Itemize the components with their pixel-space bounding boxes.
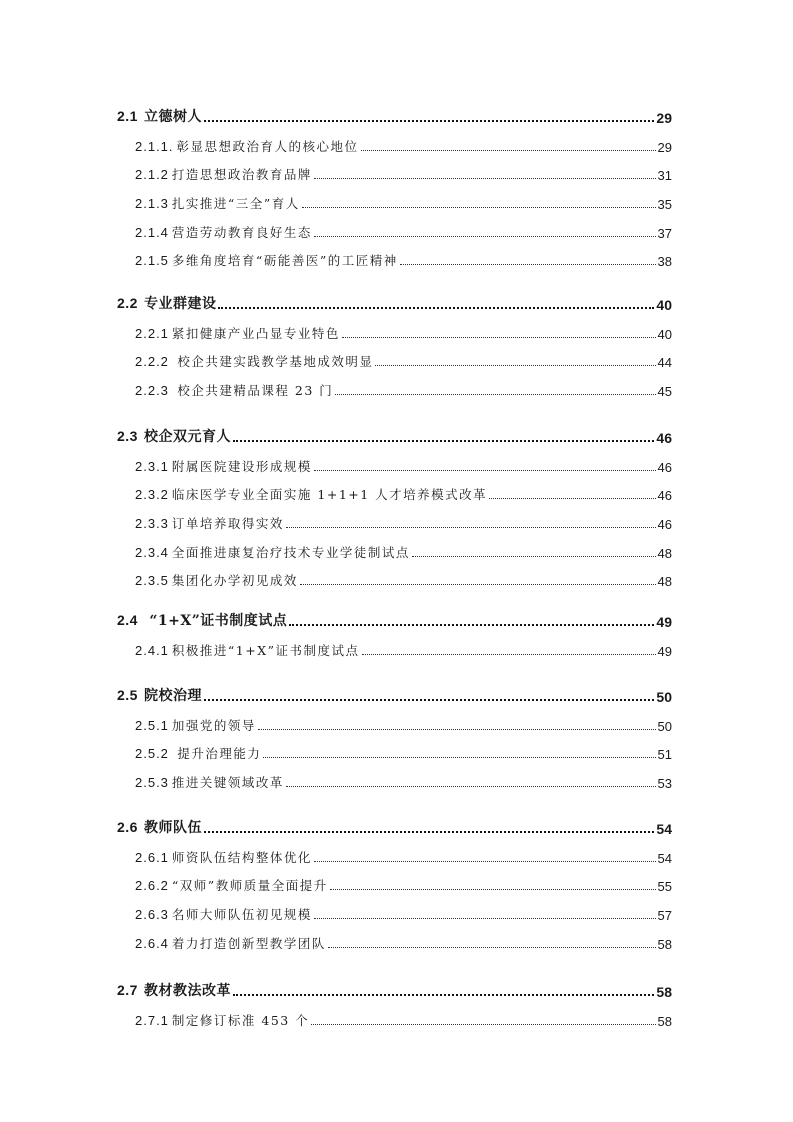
toc-subsection-number: 2.7.1	[135, 1012, 169, 1028]
toc-subsection-title: 集团化办学初见成效	[171, 573, 298, 589]
toc-subsection-label	[135, 848, 312, 866]
toc-section-entry[interactable]	[0, 685, 672, 705]
toc-section-entry[interactable]	[0, 610, 672, 630]
toc-subsection-label	[135, 381, 333, 399]
toc-subsection-page: 48	[657, 574, 672, 590]
toc-subsection-label	[135, 744, 261, 762]
toc-section-label	[117, 610, 287, 630]
toc-section-title: 教材教法改革	[143, 983, 231, 999]
toc-subsection-page: 48	[657, 545, 672, 561]
toc-subsection-title: 彰显思想政治育人的核心地位	[176, 138, 359, 154]
toc-section-number: 2.2	[117, 295, 138, 311]
toc-subsection-entry[interactable]	[0, 163, 672, 183]
dot-leader	[311, 1024, 655, 1025]
toc-section-label	[117, 106, 202, 126]
toc-subsection-label	[135, 165, 312, 183]
toc-subsection-title: 加强党的领导	[171, 717, 256, 733]
toc-section-title: 校企双元育人	[143, 429, 231, 445]
toc-subsection-page: 53	[657, 775, 672, 791]
toc-section-title: 教师队伍	[143, 820, 202, 836]
dot-leader	[314, 236, 656, 237]
toc-subsection-number: 2.2.3	[135, 382, 169, 398]
toc-section-label	[117, 293, 216, 313]
dot-leader	[218, 307, 654, 309]
toc-subsection-label	[135, 137, 359, 155]
dot-leader	[233, 440, 654, 442]
toc-subsection-page: 49	[657, 643, 672, 659]
toc-subsection-page: 54	[657, 850, 672, 866]
toc-subsection-label	[135, 352, 373, 370]
toc-subsection-entry[interactable]	[0, 221, 672, 241]
toc-subsection-title: 紧扣健康产业凸显专业特色	[171, 325, 340, 341]
dot-leader	[362, 654, 656, 655]
toc-section-page: 50	[656, 689, 672, 705]
toc-section-number: 2.1	[117, 108, 138, 124]
dot-leader	[258, 729, 656, 730]
toc-subsection-title: 临床医学专业全面实施 1+1+1 人才培养模式改革	[171, 487, 488, 503]
toc-subsection-entry[interactable]	[0, 512, 672, 532]
toc-subsection-label	[135, 251, 398, 269]
toc-subsection-number: 2.3.1	[135, 458, 169, 474]
toc-subsection-page: 44	[657, 355, 672, 371]
toc-subsection-label	[135, 223, 312, 241]
toc-section-title: 院校治理	[143, 688, 202, 704]
dot-leader	[342, 337, 656, 338]
toc-subsection-number: 2.3.5	[135, 573, 169, 589]
toc-subsection-title: 打造思想政治教育品牌	[171, 167, 312, 183]
toc-subsection-label	[135, 1011, 309, 1029]
toc-section-number: 2.4	[117, 612, 138, 628]
toc-section-entry[interactable]	[0, 293, 672, 313]
toc-section-page: 58	[656, 984, 672, 1000]
toc-section-page: 46	[656, 430, 672, 446]
toc-subsection-entry[interactable]	[0, 249, 672, 269]
dot-leader	[330, 889, 656, 890]
toc-subsection-title: 多维角度培育“砺能善医”的工匠精神	[171, 253, 398, 269]
toc-subsection-number: 2.5.2	[135, 746, 169, 762]
toc-subsection-label	[135, 543, 410, 561]
toc-subsection-page: 40	[657, 326, 672, 342]
toc-section-page: 49	[656, 614, 672, 630]
toc-subsection-entry[interactable]	[0, 350, 672, 370]
toc-subsection-page: 58	[657, 936, 672, 952]
toc-subsection-number: 2.6.3	[135, 906, 169, 922]
dot-leader	[204, 831, 654, 833]
toc-subsection-title: 订单培养取得实效	[171, 515, 284, 531]
toc-subsection-number: 2.3.4	[135, 544, 169, 560]
toc-subsection-page: 51	[657, 747, 672, 763]
toc-section-entry[interactable]	[0, 426, 672, 446]
toc-subsection-entry[interactable]	[0, 322, 672, 342]
dot-leader	[233, 994, 654, 996]
toc-subsection-page: 55	[657, 879, 672, 895]
toc-subsection-number: 2.1.3	[135, 195, 169, 211]
dot-leader	[314, 178, 656, 179]
toc-section-title: 专业群建设	[143, 296, 217, 312]
toc-subsection-entry[interactable]	[0, 846, 672, 866]
toc-subsection-title: 名师大师队伍初见规模	[171, 906, 312, 922]
toc-subsection-number: 2.2.1	[135, 325, 169, 341]
toc-subsection-entry[interactable]	[0, 135, 672, 155]
toc-subsection-number: 2.6.4	[135, 935, 169, 951]
toc-subsection-title: “双师”教师质量全面提升	[171, 878, 328, 894]
toc-subsection-entry[interactable]	[0, 932, 672, 952]
dot-leader	[314, 861, 656, 862]
toc-subsection-page: 58	[657, 1013, 672, 1029]
toc-subsection-title: 制定修订标准 453 个	[171, 1012, 310, 1028]
toc-subsection-label	[135, 716, 256, 734]
dot-leader	[314, 918, 656, 919]
toc-section-number: 2.3	[117, 428, 138, 444]
toc-subsection-page: 45	[657, 383, 672, 399]
dot-leader	[412, 556, 656, 557]
toc-subsection-label	[135, 457, 312, 475]
toc-subsection-label	[135, 773, 284, 791]
toc-section-page: 29	[656, 110, 672, 126]
toc-section-number: 2.5	[117, 687, 138, 703]
toc-subsection-label	[135, 194, 300, 212]
toc-section-label	[117, 426, 231, 446]
dot-leader	[263, 757, 655, 758]
toc-subsection-page: 31	[657, 168, 672, 184]
toc-section-page: 54	[656, 821, 672, 837]
toc-subsection-label	[135, 641, 360, 659]
toc-section-title: 立德树人	[143, 109, 202, 125]
toc-section-label	[117, 980, 231, 1000]
toc-subsection-entry[interactable]	[0, 1009, 672, 1029]
toc-subsection-number: 2.6.2	[135, 878, 169, 894]
toc-subsection-title: 师资队伍结构整体优化	[171, 849, 312, 865]
dot-leader	[361, 150, 656, 151]
toc-subsection-label	[135, 485, 487, 503]
toc-subsection-page: 57	[657, 907, 672, 923]
toc-subsection-page: 46	[657, 488, 672, 504]
toc-subsection-number: 2.3.3	[135, 515, 169, 531]
toc-subsection-title: 扎实推进“三全”育人	[171, 195, 300, 211]
toc-section-entry[interactable]	[0, 817, 672, 837]
toc-section-number: 2.7	[117, 982, 138, 998]
toc-subsection-page: 37	[657, 225, 672, 241]
toc-subsection-number: 2.1.1.	[135, 138, 174, 154]
dot-leader	[286, 786, 656, 787]
toc-subsection-label	[135, 514, 284, 532]
toc-subsection-number: 2.6.1	[135, 849, 169, 865]
toc-subsection-entry[interactable]	[0, 541, 672, 561]
toc-section-entry[interactable]	[0, 106, 672, 126]
toc-subsection-label	[135, 324, 340, 342]
toc-subsection-page: 29	[657, 139, 672, 155]
toc-section-number: 2.6	[117, 819, 138, 835]
toc-subsection-entry[interactable]	[0, 192, 672, 212]
toc-subsection-number: 2.4.1	[135, 642, 169, 658]
toc-section-entry[interactable]	[0, 980, 672, 1000]
toc-subsection-page: 46	[657, 516, 672, 532]
toc-subsection-title: 着力打造创新型教学团队	[171, 935, 326, 951]
toc-subsection-number: 2.1.2	[135, 167, 169, 183]
dot-leader	[335, 394, 655, 395]
toc-subsection-entry[interactable]	[0, 379, 672, 399]
toc-subsection-entry[interactable]	[0, 569, 672, 589]
dot-leader	[489, 498, 655, 499]
dot-leader	[314, 470, 656, 471]
toc-subsection-label	[135, 934, 326, 952]
toc-subsection-title: 推进关键领域改革	[171, 774, 284, 790]
toc-subsection-entry[interactable]	[0, 742, 672, 762]
toc-section-page: 40	[656, 297, 672, 313]
toc-subsection-number: 2.5.1	[135, 717, 169, 733]
dot-leader	[328, 947, 656, 948]
toc-subsection-number: 2.1.4	[135, 224, 169, 240]
toc-subsection-entry[interactable]	[0, 639, 672, 659]
toc-subsection-title: 积极推进“1+X”证书制度试点	[171, 642, 360, 658]
toc-subsection-entry[interactable]	[0, 483, 672, 503]
toc-subsection-entry[interactable]	[0, 714, 672, 734]
toc-subsection-number: 2.3.2	[135, 487, 169, 503]
toc-subsection-label	[135, 571, 298, 589]
toc-subsection-title: 校企共建精品课程 23 门	[171, 382, 334, 398]
dot-leader	[375, 365, 655, 366]
dot-leader	[204, 699, 654, 701]
toc-subsection-label	[135, 905, 312, 923]
toc-subsection-number: 2.1.5	[135, 253, 169, 269]
toc-subsection-title: 营造劳动教育良好生态	[171, 224, 312, 240]
toc-section-title: “1+X”证书制度试点	[143, 613, 288, 629]
toc-section-label	[117, 685, 202, 705]
toc-subsection-page: 50	[657, 718, 672, 734]
toc-section-label	[117, 817, 202, 837]
dot-leader	[204, 120, 654, 122]
toc-subsection-entry[interactable]	[0, 771, 672, 791]
dot-leader	[289, 624, 654, 626]
toc-subsection-page: 35	[657, 196, 672, 212]
toc-subsection-title: 提升治理能力	[171, 746, 262, 762]
toc-subsection-page: 38	[657, 254, 672, 270]
toc-subsection-entry[interactable]	[0, 455, 672, 475]
toc-subsection-entry[interactable]	[0, 874, 672, 894]
dot-leader	[286, 527, 656, 528]
toc-subsection-number: 2.5.3	[135, 774, 169, 790]
toc-subsection-page: 46	[657, 459, 672, 475]
toc-subsection-title: 附属医院建设形成规模	[171, 458, 312, 474]
dot-leader	[300, 584, 656, 585]
toc-subsection-entry[interactable]	[0, 903, 672, 923]
toc-subsection-number: 2.2.2	[135, 354, 169, 370]
toc-subsection-title: 校企共建实践教学基地成效明显	[171, 354, 374, 370]
toc-subsection-label	[135, 876, 328, 894]
dot-leader	[302, 207, 656, 208]
toc-subsection-title: 全面推进康复治疗技术专业学徒制试点	[171, 544, 410, 560]
dot-leader	[400, 264, 656, 265]
